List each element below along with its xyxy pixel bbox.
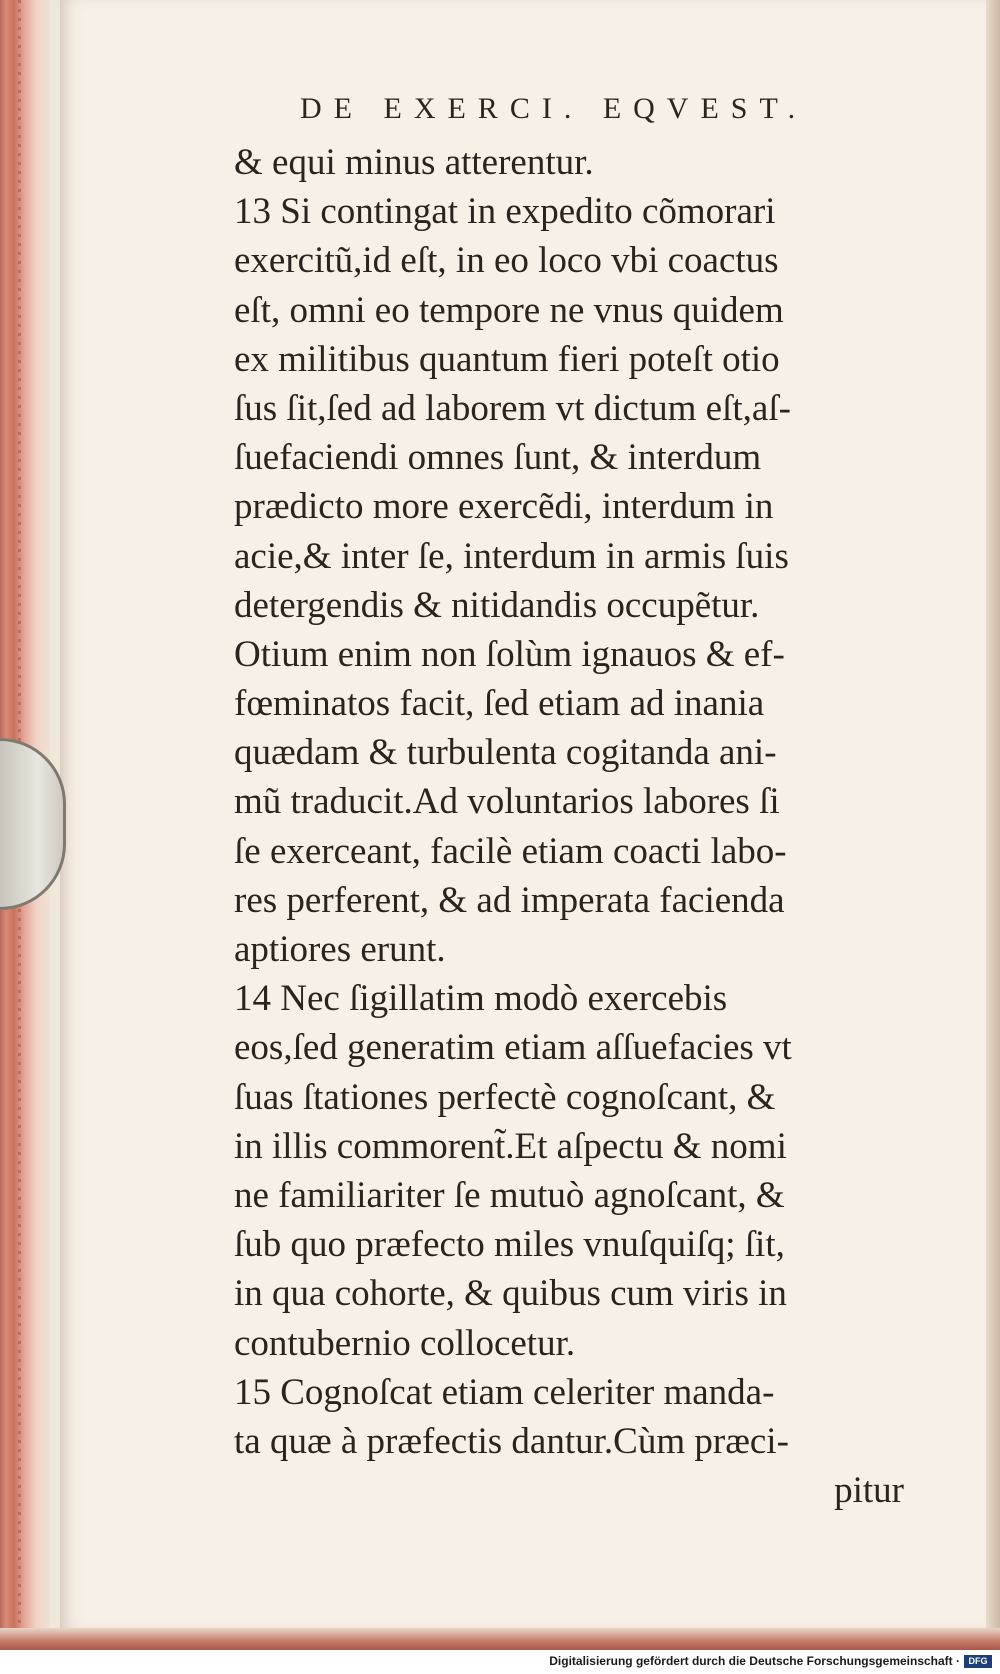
text-line: ſuefaciendi omnes ſunt, & interdum <box>234 437 762 479</box>
text-line: in qua cohorte, & quibus cum viris in <box>234 1273 787 1315</box>
text-line: ta quæ à præfectis dantur.Cùm præci- <box>234 1420 789 1462</box>
text-line: res perferent, & ad imperata facienda <box>234 879 785 921</box>
dfg-logo: DFG <box>964 1655 992 1668</box>
text-line: ſe exerceant, facilè etiam coacti labo- <box>234 830 787 872</box>
text-line: ſub quo præfecto miles vnuſquiſq; ſit, <box>234 1224 785 1266</box>
text-line: aptiores erunt. <box>234 929 446 970</box>
text-line: Otium enim non ſolùm ignauos & ef- <box>234 633 785 675</box>
running-head: DE EXERCI. EQVEST. <box>300 92 808 125</box>
text-line: ſuas ſtationes perfectè cognoſcant, & <box>234 1076 776 1118</box>
text-line: prædicto more exercẽdi, interdum in <box>234 486 774 528</box>
text-line: ſus ſit,ſed ad laborem vt dictum eſt,aſ- <box>234 387 791 429</box>
catchword: pitur <box>834 1470 904 1512</box>
text-line: acie,& inter ſe, interdum in armis ſuis <box>234 535 789 577</box>
text-line: 15 Cognoſcat etiam celeriter manda- <box>234 1371 775 1413</box>
text-line: ne familiariter ſe mutuò agnoſcant, & <box>234 1174 785 1216</box>
book-bottom-edge <box>0 1628 1000 1650</box>
page-clip <box>0 738 66 910</box>
footer-bar <box>0 1650 1000 1674</box>
text-line: ex militibus quantum fieri poteſt otio <box>234 338 780 380</box>
body-text <box>234 138 954 1515</box>
text-line: exercitũ,id eſt, in eo loco vbi coactus <box>234 240 779 282</box>
text-line: contubernio collocetur. <box>234 1322 576 1364</box>
text-line: quædam & turbulenta cogitanda ani- <box>234 732 777 774</box>
text-line: mũ traducit.Ad voluntarios labores ſi <box>234 781 780 823</box>
text-line: eos,ſed generatim etiam aſſuefacies vt <box>234 1027 792 1069</box>
page-right-edge <box>986 0 1000 1650</box>
text-line: eſt, omni eo tempore ne vnus quidem <box>234 289 784 331</box>
text-line: in illis commorent̃.Et aſpectu & nomi <box>234 1125 787 1167</box>
footer-credit: Digitalisierung gefördert durch die Deutsche Forschungsgemeinschaft · <box>549 1654 960 1668</box>
text-line: 14 Nec ſigillatim modò exercebis <box>234 978 728 1020</box>
text-line: 13 Si contingat in expedito cõmorari <box>234 191 776 233</box>
text-line: detergendis & nitidandis occupẽtur. <box>234 584 760 626</box>
text-line: fœminatos facit, ſed etiam ad inania <box>234 683 765 725</box>
text-line: & equi minus atterentur. <box>234 142 594 183</box>
